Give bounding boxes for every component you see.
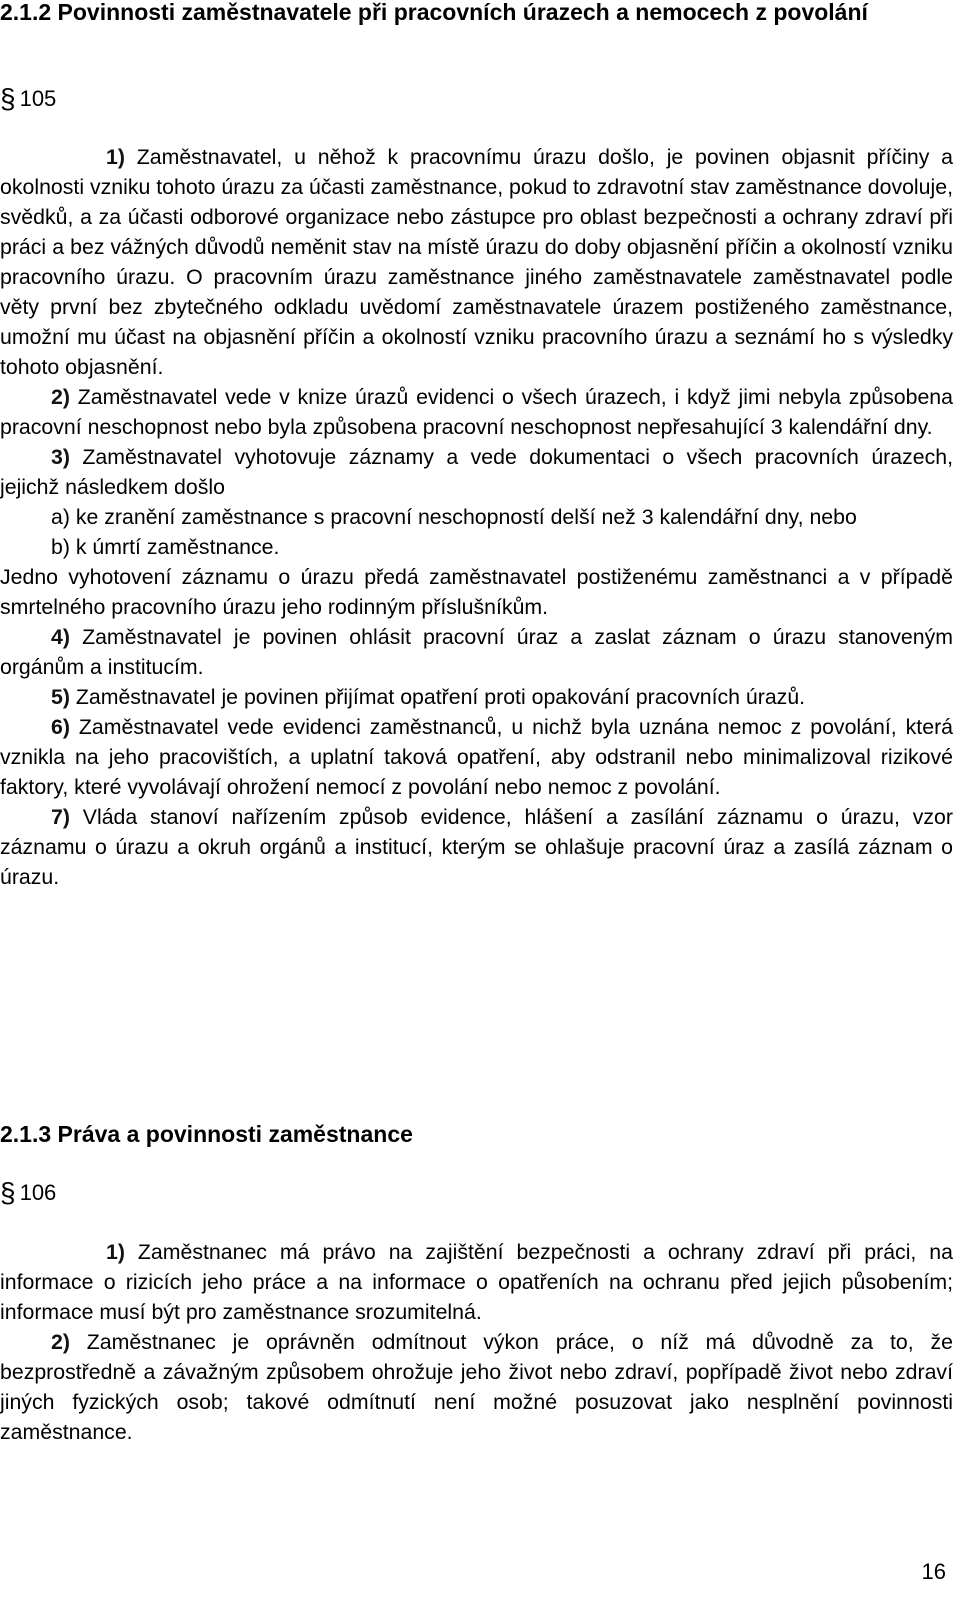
clause-text: Vláda stanoví nařízením způsob evidence, hlášení a zasílání záznamu o úrazu, vzor záznamu o úrazu a okruh orgánů a institucí, kterým se ohlašuje pracovní úraz a zasílá záznam o úrazu. — [0, 805, 953, 889]
clause-3 — [0, 442, 953, 502]
paragraph-105-body — [0, 142, 953, 892]
clause-text: Zaměstnavatel vede v knize úrazů evidenci o všech úrazech, i když jimi nebyla způsobena pracovní neschopnost nebo byla způsobena pracovní neschopnost nepřesahující 3 kalendářní dny. — [0, 385, 953, 439]
clause-text: Zaměstnavatel vede evidenci zaměstnanců, u nichž byla uznána nemoc z povolání, která vznikla na jeho pracovištích, a uplatní taková opatření, aby odstranil nebo minimalizoval rizikové faktory, které vyvolávají ohrožení nemocí z povolání nebo nemoc z povolání. — [0, 715, 953, 799]
clause-2 — [0, 382, 953, 442]
clause-text: Zaměstnavatel je povinen ohlásit pracovní úraz a zaslat záznam o úrazu stanoveným orgánům a institucím. — [0, 625, 953, 679]
clause-label: 3) — [51, 445, 70, 469]
clause-text: Zaměstnavatel vyhotovuje záznamy a vede dokumentaci o všech pracovních úrazech, jejichž následkem došlo — [0, 445, 953, 499]
clause-3-item-b: b) k úmrtí zaměstnance. — [51, 535, 280, 559]
clause-6 — [0, 712, 953, 802]
section-sign: § — [0, 83, 16, 114]
clause-5 — [0, 682, 953, 712]
clause-label: 7) — [51, 805, 70, 829]
section-heading-2-1-2: 2.1.2 Povinnosti zaměstnavatele při pracovních úrazech a nemocech z povolání — [0, 0, 868, 25]
clause-label: 6) — [51, 715, 70, 739]
clause-1 — [0, 1237, 953, 1327]
section-heading-2-1-3: 2.1.3 Práva a povinnosti zaměstnance — [0, 1121, 413, 1147]
paragraph-105-marker — [0, 84, 56, 114]
clause-label: 1) — [106, 145, 125, 169]
clause-text: Zaměstnavatel je povinen přijímat opatření proti opakování pracovních úrazů. — [69, 685, 806, 709]
clause-label: 1) — [106, 1240, 125, 1264]
clause-text: Zaměstnanec má právo na zajištění bezpečnosti a ochrany zdraví při práci, na informace o rizicích jeho práce a na informace o opatřeních na ochranu před jejich působením; informace musí být pro zaměstnance srozumitelná. — [0, 1240, 953, 1324]
paragraph-number: 105 — [19, 86, 57, 111]
paragraph-number: 106 — [19, 1180, 57, 1205]
paragraph-106-marker — [0, 1178, 56, 1208]
clause-label: 2) — [51, 385, 70, 409]
clause-text: Zaměstnanec je oprávněn odmítnout výkon práce, o níž má důvodně za to, že bezprostředně a závažným způsobem ohrožuje jeho život nebo zdraví, popřípadě život nebo zdraví jiných fyzických osob; takové odmítnutí není možné posuzovat jako nesplnění povinnosti zaměstnance. — [0, 1330, 953, 1444]
clause-label: 4) — [51, 625, 70, 649]
clause-3-tail: Jedno vyhotovení záznamu o úrazu předá zaměstnavatel postiženému zaměstnanci a v případě smrtelného pracovního úrazu jeho rodinným příslušníkům. — [0, 565, 953, 619]
clause-4 — [0, 622, 953, 682]
clause-2 — [0, 1327, 953, 1447]
section-sign: § — [0, 1177, 16, 1208]
paragraph-106-body — [0, 1237, 953, 1447]
clause-1 — [0, 142, 953, 382]
clause-7 — [0, 802, 953, 892]
clause-label: 2) — [51, 1330, 70, 1354]
page-number: 16 — [921, 1559, 946, 1584]
clause-label: 5) — [51, 685, 70, 709]
clause-text: Zaměstnavatel, u něhož k pracovnímu úrazu došlo, je povinen objasnit příčiny a okolnosti vzniku tohoto úrazu za účasti zaměstnance, pokud to zdravotní stav zaměstnance dovoluje, svědků, a za účasti odborové organizace nebo zástupce pro oblast bezpečnosti a ochrany zdraví při práci a bez vážných důvodů neměnit stav na místě úrazu do doby objasnění příčin a okolností vzniku pracovního úrazu. O pracovním úrazu zaměstnance jiného zaměstnavatele zaměstnavatel podle věty první bez zbytečného odkladu uvědomí zaměstnavatele úrazem postiženého zaměstnance, umožní mu účast na objasnění příčin a okolností vzniku pracovního úrazu a seznámí ho s výsledky tohoto objasnění. — [0, 145, 953, 379]
clause-3-item-a: a) ke zranění zaměstnance s pracovní neschopností delší než 3 kalendářní dny, nebo — [51, 505, 857, 529]
